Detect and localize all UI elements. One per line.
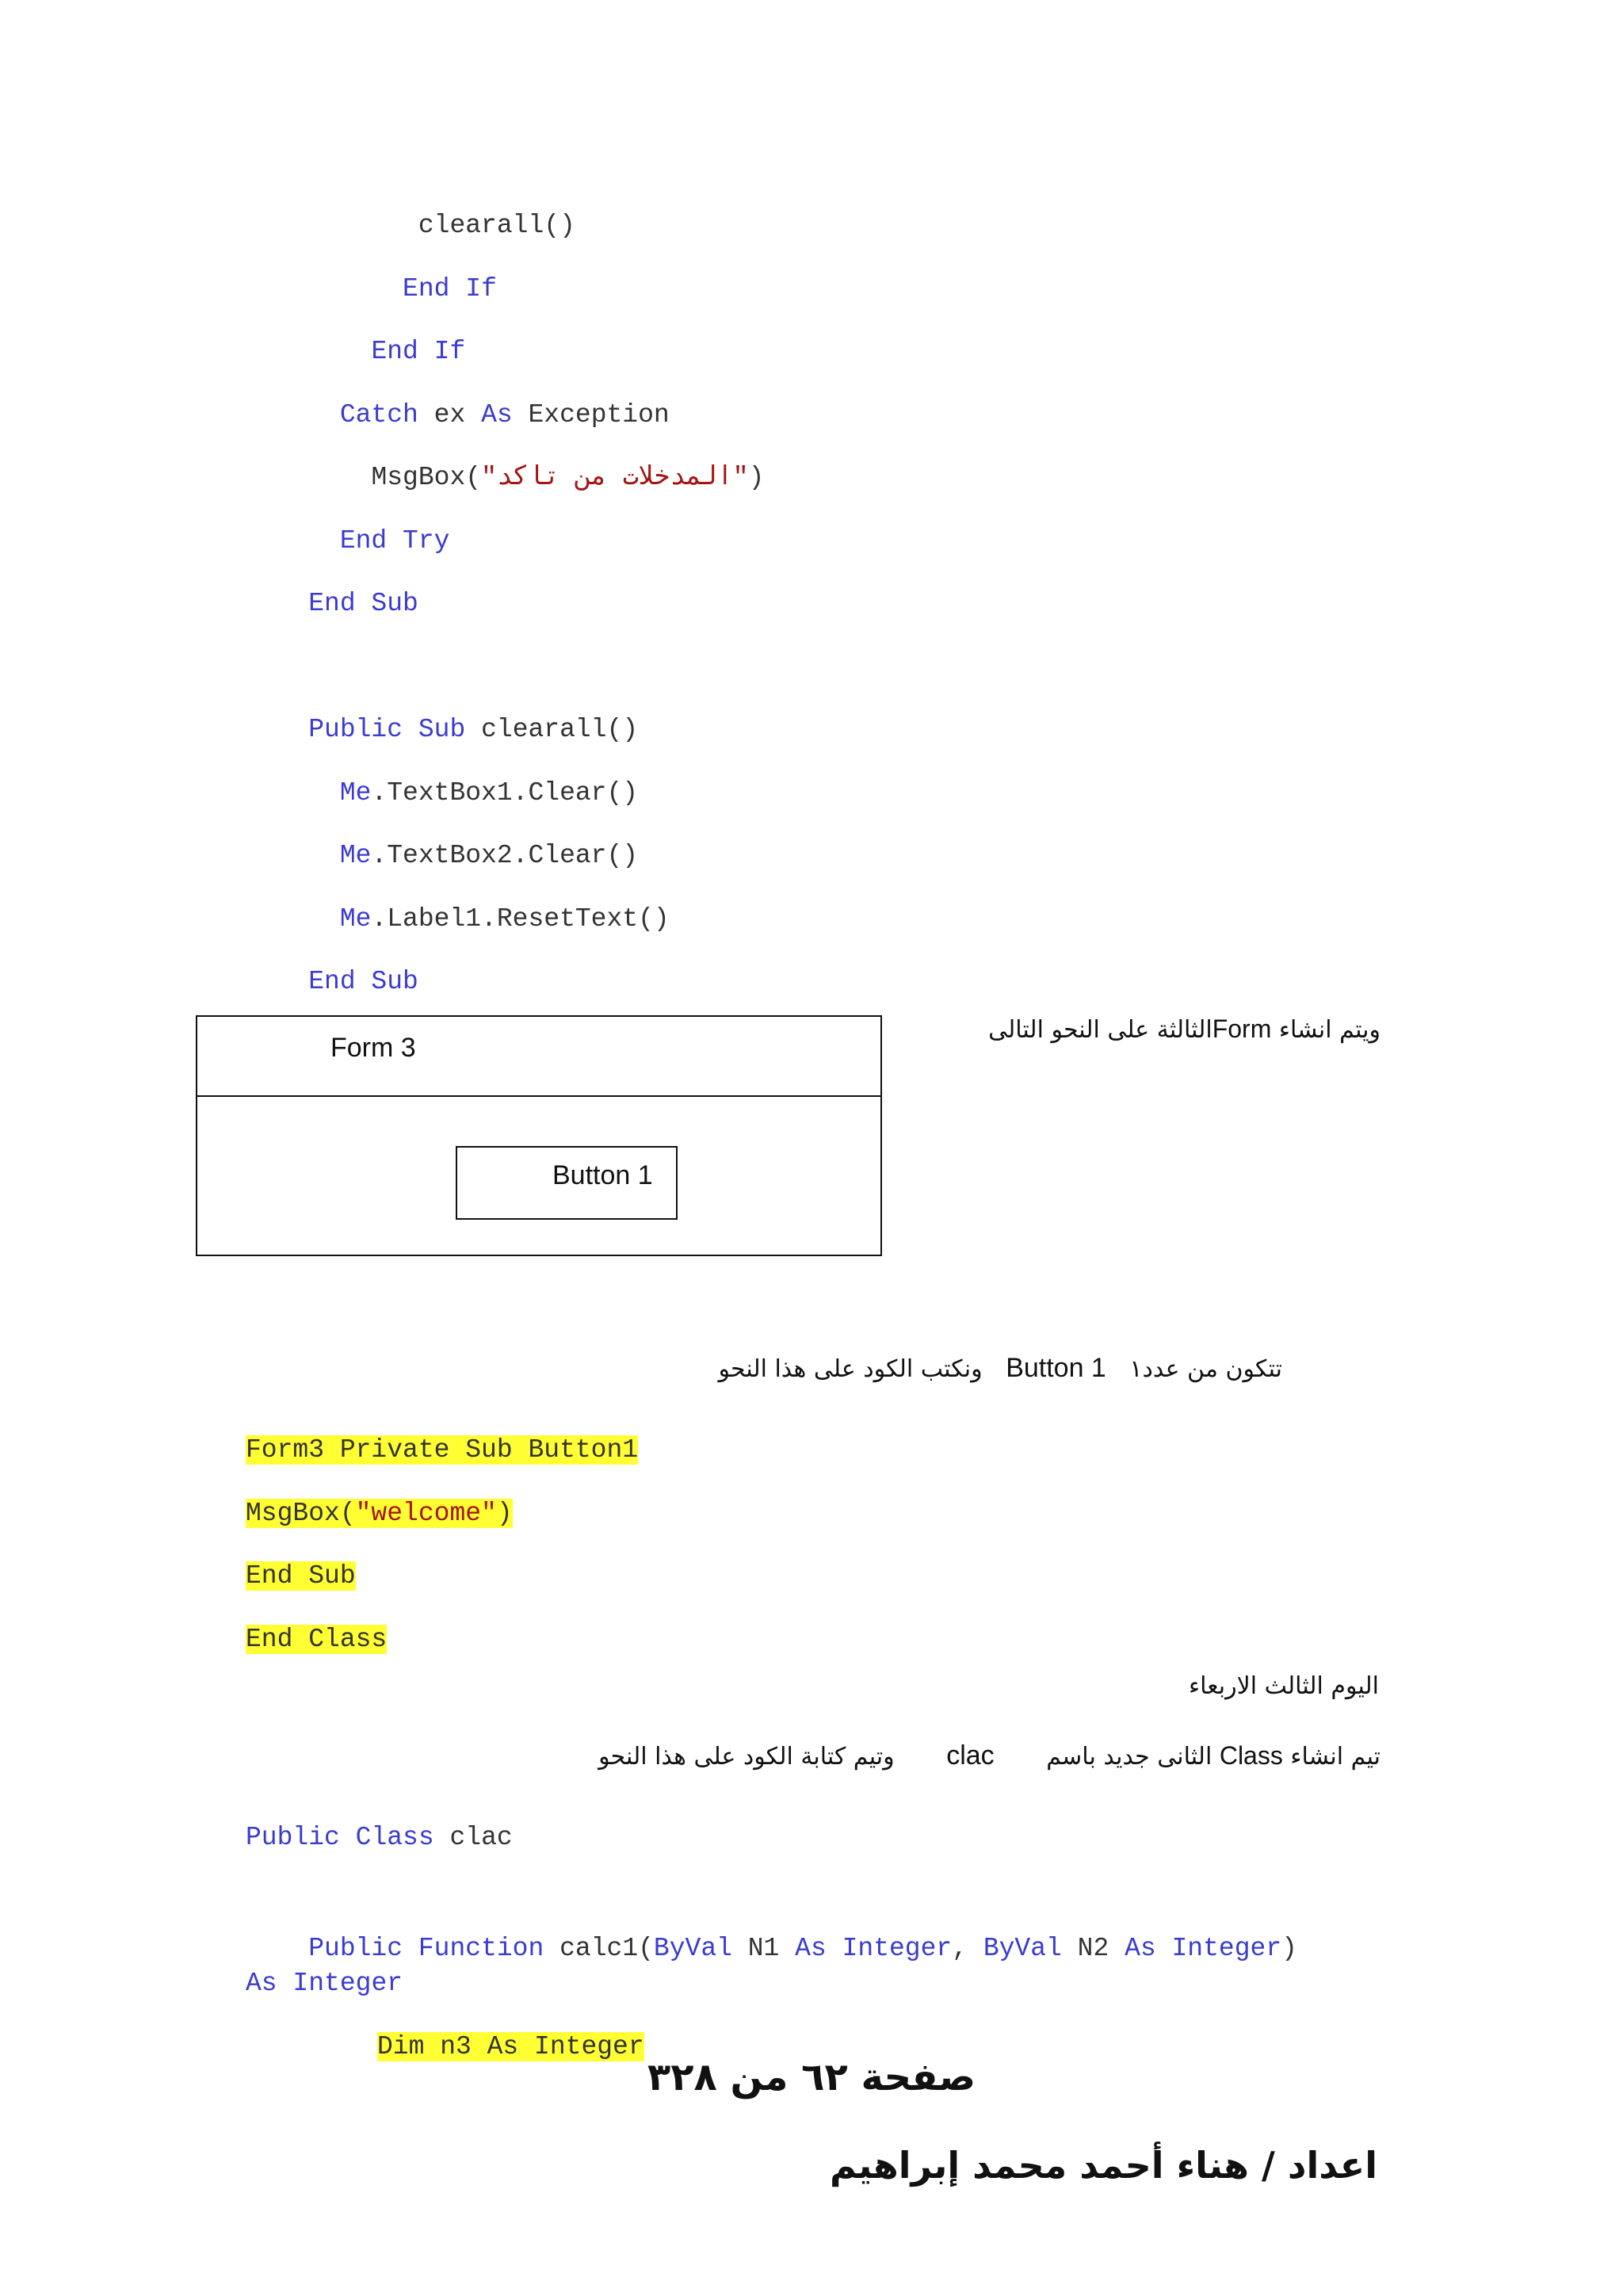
code-token: ) xyxy=(1281,1934,1297,1963)
code-line xyxy=(246,258,764,321)
code-token: ByVal xyxy=(983,1934,1062,1963)
button1-mockup: Button 1 xyxy=(456,1146,678,1220)
code-token: clac xyxy=(433,1823,513,1852)
code-block-clac xyxy=(246,1806,1297,1998)
class-caption-latin1: Class xyxy=(1219,1741,1283,1770)
code-line xyxy=(246,572,764,636)
code-block-clearall xyxy=(246,194,764,1014)
code-block-form3 xyxy=(246,1419,638,1671)
code-token xyxy=(403,1934,418,1963)
code-line xyxy=(246,1931,1297,1966)
code-line xyxy=(246,1608,638,1671)
code-token: clearall() xyxy=(418,211,575,240)
code-token: Me xyxy=(339,777,372,808)
code-token: As xyxy=(795,1934,827,1963)
class-caption-after: وتيم كتابة الكود على هذا النحو xyxy=(598,1743,895,1771)
code-token: ByVal xyxy=(653,1934,732,1963)
code-token: Public xyxy=(246,1823,340,1852)
code-token: , xyxy=(952,1934,983,1963)
form3-mockup xyxy=(196,1015,882,1256)
code-token: Catch xyxy=(339,399,418,430)
code-token: End Sub xyxy=(246,1561,356,1591)
code-line xyxy=(246,950,764,1014)
button-caption-after: ونكتب الكود على هذا النحو xyxy=(718,1355,983,1383)
code-token: Sub xyxy=(418,715,466,744)
code-token: MsgBox( xyxy=(371,463,482,492)
code-line xyxy=(246,762,764,825)
code-token: As xyxy=(1125,1934,1156,1963)
code-token: End Try xyxy=(339,525,450,556)
form3-title: Form 3 xyxy=(330,1033,416,1063)
code-token: As xyxy=(481,399,513,430)
code-token: End If xyxy=(371,337,466,366)
form3-title-bar xyxy=(197,1017,880,1097)
code-line xyxy=(246,1869,1297,1931)
code-line xyxy=(246,446,764,510)
code-token: Integer xyxy=(292,1969,403,1998)
code-token xyxy=(277,1969,293,1998)
button-caption-latin: Button 1 xyxy=(1006,1353,1106,1383)
button-caption xyxy=(719,1353,1282,1384)
code-token: clearall() xyxy=(465,715,639,744)
code-token: End If xyxy=(403,273,497,304)
form-caption-latin: Form xyxy=(1212,1014,1272,1043)
code-line xyxy=(246,1419,638,1482)
author-footer: اعداد / هناء أحمد محمد إبراهيم xyxy=(829,2144,1377,2187)
code-token: End Sub xyxy=(308,967,418,996)
code-token: N1 xyxy=(731,1934,796,1963)
code-token: ) xyxy=(496,1498,513,1528)
code-token: Me xyxy=(339,904,372,934)
code-line xyxy=(246,320,764,384)
code-token xyxy=(340,1823,356,1852)
code-line xyxy=(246,384,764,447)
code-token: End Sub xyxy=(308,589,418,618)
code-line xyxy=(246,888,764,951)
class-caption-before: تيم انشاء xyxy=(1290,1743,1381,1771)
code-line xyxy=(246,1966,1297,1998)
code-token: ex xyxy=(418,399,482,430)
code-token: Form3 Private Sub Button1 xyxy=(246,1435,639,1465)
code-token: ) xyxy=(748,463,765,492)
code-token: Public xyxy=(308,1934,403,1963)
code-token: Integer xyxy=(842,1934,953,1963)
code-token: .Label1.ResetText() xyxy=(371,904,670,934)
day-heading: اليوم الثالث الاربعاء xyxy=(1189,1672,1379,1700)
code-token: .TextBox1.Clear() xyxy=(371,777,639,808)
code-line xyxy=(246,1482,638,1545)
form-caption-after: الثالثة على النحو التالى xyxy=(988,1016,1212,1044)
code-token: Public xyxy=(308,715,403,744)
code-line xyxy=(246,1806,1297,1869)
form-caption xyxy=(988,1014,1381,1044)
code-line xyxy=(246,194,764,258)
form-caption-before: ويتم انشاء xyxy=(1278,1016,1381,1044)
code-token xyxy=(827,1934,842,1963)
code-token: Integer xyxy=(1171,1934,1282,1963)
code-token: Dim n3 As Integer xyxy=(377,2032,644,2061)
code-token: MsgBox( xyxy=(246,1498,356,1528)
code-token: Class xyxy=(355,1823,434,1852)
button-caption-before: تتكون من عدد١ xyxy=(1129,1355,1282,1383)
code-token: Function xyxy=(418,1934,544,1963)
class-caption xyxy=(598,1740,1381,1771)
code-token: N2 xyxy=(1061,1934,1125,1963)
code-token: Exception xyxy=(512,399,670,430)
code-token: Me xyxy=(339,841,372,870)
code-line xyxy=(246,510,764,573)
code-line xyxy=(246,1545,638,1608)
code-token: "welcome" xyxy=(355,1498,497,1528)
code-token: End Class xyxy=(246,1624,388,1654)
class-caption-latin2: clac xyxy=(946,1740,995,1771)
code-token: As xyxy=(246,1969,277,1998)
code-token xyxy=(1156,1934,1172,1963)
code-token: "المدخلات من تاكد" xyxy=(481,463,749,492)
code-line xyxy=(246,698,764,762)
code-token: .TextBox2.Clear() xyxy=(371,841,639,870)
page-number-footer: صفحة ٦٢ من ٣٢٨ xyxy=(647,2055,976,2099)
code-token xyxy=(403,715,418,744)
code-token: calc1( xyxy=(544,1934,654,1963)
code-line xyxy=(246,824,764,888)
class-caption-middle: الثانى جديد باسم xyxy=(1046,1743,1212,1771)
code-line xyxy=(246,636,764,699)
